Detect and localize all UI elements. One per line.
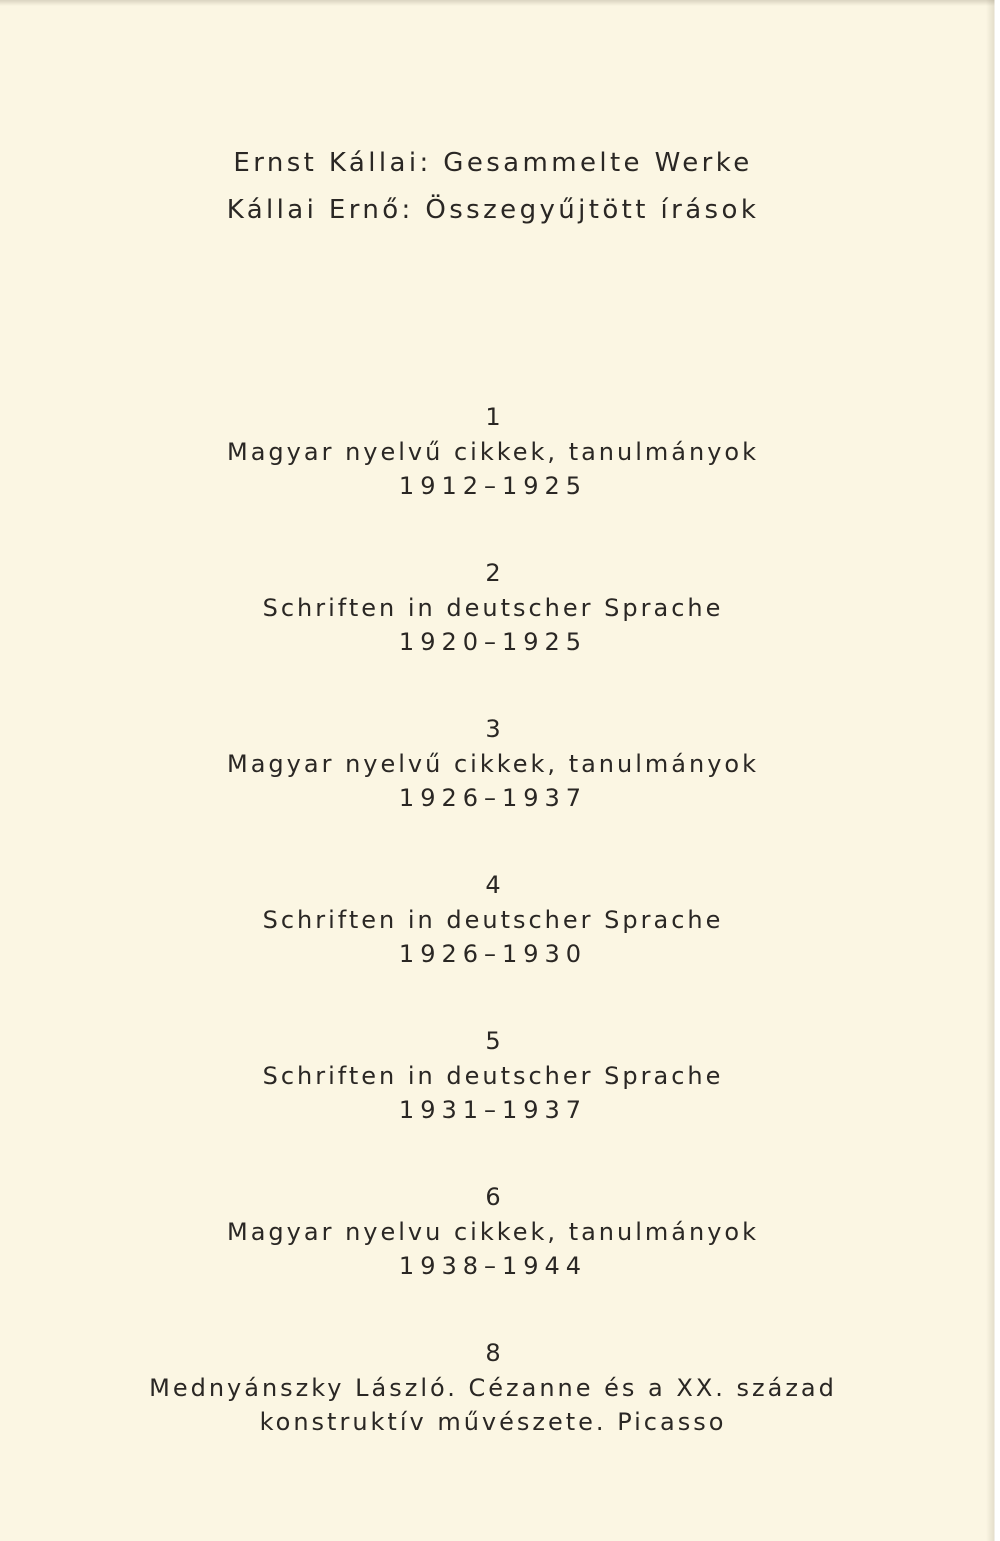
volume-3-title: Magyar nyelvű cikkek, tanulmányok [227, 750, 759, 778]
volume-1-years: 1912–1925 [398, 472, 588, 500]
volume-2-number: 2 [485, 559, 501, 587]
volume-8-number: 8 [485, 1339, 501, 1367]
page-top-edge [0, 0, 1000, 6]
volume-3-number: 3 [485, 715, 501, 743]
volume-6-number: 6 [485, 1183, 501, 1211]
volume-1-title: Magyar nyelvű cikkek, tanulmányok [227, 438, 759, 466]
volume-8-title-continued: konstruktív művészete. Picasso [259, 1408, 727, 1436]
series-title-hungarian: Kállai Ernő: Összegyűjtött írások [226, 195, 760, 225]
volume-3-years: 1926–1937 [398, 784, 588, 812]
volume-4-title: Schriften in deutscher Sprache [262, 906, 724, 934]
series-title-german: Ernst Kállai: Gesammelte Werke [233, 148, 753, 178]
volume-5-number: 5 [485, 1027, 501, 1055]
volume-5-title: Schriften in deutscher Sprache [262, 1062, 724, 1090]
volume-6-years: 1938–1944 [398, 1252, 588, 1280]
volume-4-years: 1926–1930 [398, 940, 588, 968]
volume-8-title: Mednyánszky László. Cézanne és a XX. század [149, 1374, 837, 1402]
volume-1-number: 1 [485, 403, 501, 431]
volume-2-title: Schriften in deutscher Sprache [262, 594, 724, 622]
volume-4-number: 4 [485, 871, 501, 899]
page-right-edge [986, 0, 1000, 1541]
volume-5-years: 1931–1937 [398, 1096, 588, 1124]
volume-6-title: Magyar nyelvu cikkek, tanulmányok [227, 1218, 759, 1246]
volume-2-years: 1920–1925 [398, 628, 588, 656]
